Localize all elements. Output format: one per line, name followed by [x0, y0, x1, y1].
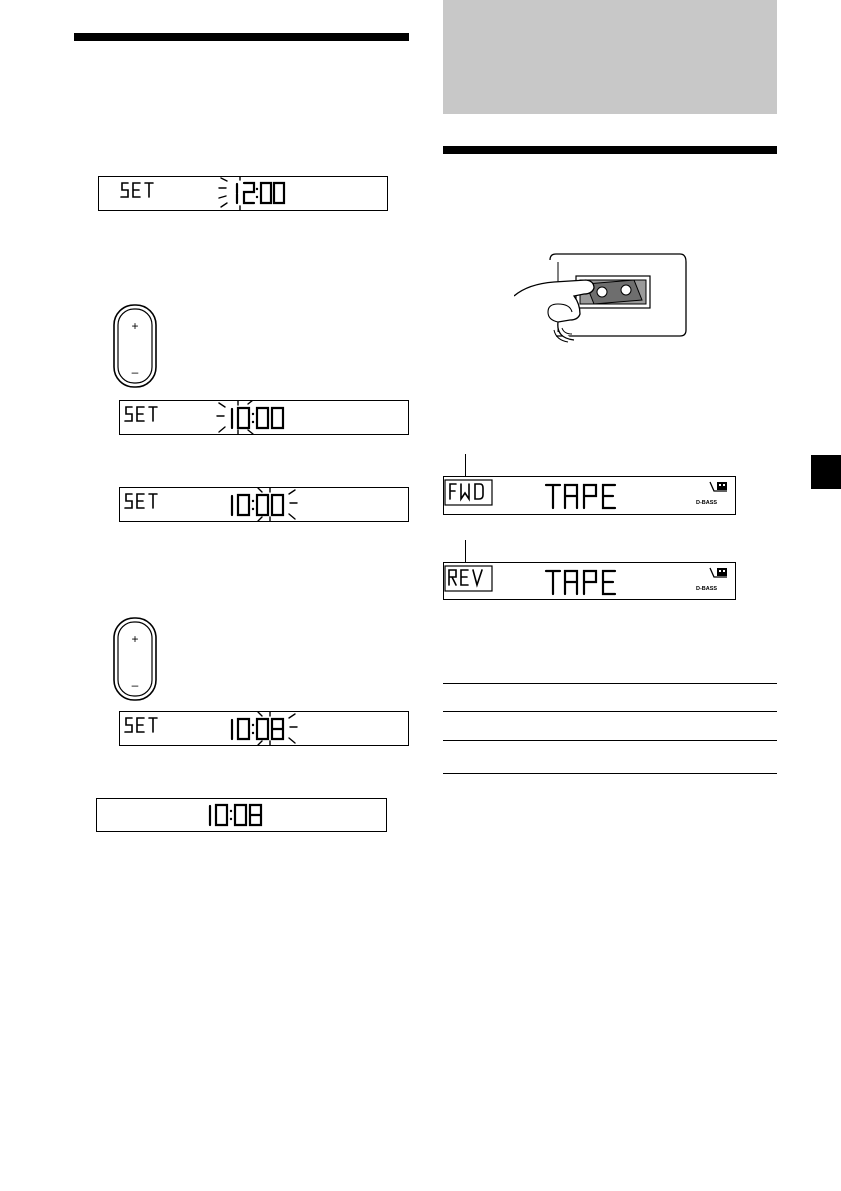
svg-text:–: – — [131, 678, 139, 692]
tape-label-icon — [546, 485, 615, 508]
clock-digits-icon — [237, 183, 284, 203]
svg-text:+: + — [131, 632, 139, 646]
svg-text:+: + — [131, 319, 139, 333]
table-rule-2 — [443, 711, 777, 712]
set-label-icon — [121, 183, 153, 197]
rocker-button-2[interactable] — [112, 616, 158, 702]
lcd-display-set-3 — [119, 487, 409, 522]
cassette-icon — [710, 568, 727, 577]
table-rule-4 — [443, 773, 777, 774]
fwd-label-icon — [450, 484, 483, 499]
cassette-icon — [710, 482, 727, 491]
fwd-pointer-line — [465, 454, 466, 476]
tape-label-icon — [546, 571, 615, 594]
page-side-tab — [811, 455, 841, 489]
lcd-display-fwd — [443, 476, 736, 515]
table-rule-3 — [443, 740, 777, 741]
rev-label-icon — [449, 570, 482, 585]
dbass-badge: D-BASS — [696, 500, 718, 506]
svg-text:–: – — [131, 365, 139, 379]
rev-pointer-line — [465, 540, 466, 562]
dbass-badge: D-BASS — [696, 586, 718, 592]
lcd-display-rev — [443, 562, 736, 600]
section-rule-top-left — [74, 33, 409, 41]
rocker-button-1[interactable] — [112, 303, 158, 389]
cassette-insert-illustration — [514, 248, 690, 346]
lcd-display-set-1 — [98, 176, 388, 211]
table-rule-1 — [443, 683, 777, 684]
section-rule-top-right — [443, 146, 777, 154]
lcd-display-final — [96, 798, 387, 832]
lcd-display-set-4 — [119, 711, 409, 746]
lcd-display-set-2 — [119, 400, 409, 435]
section-header-box — [443, 0, 777, 114]
